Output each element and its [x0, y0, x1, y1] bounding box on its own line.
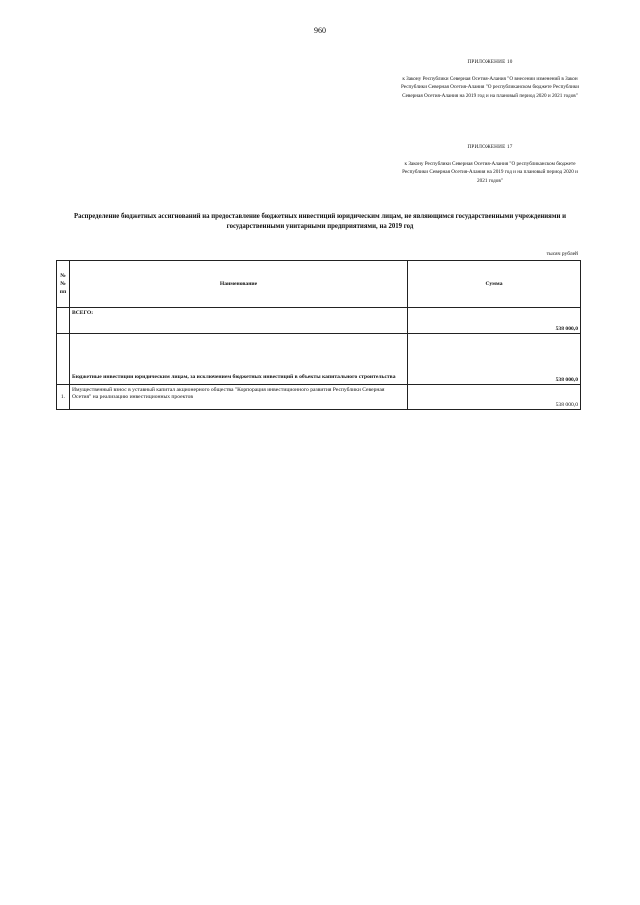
row-sum: 538 000,0 [408, 308, 581, 334]
table-row-item [57, 385, 581, 410]
appendix-17-block [400, 143, 580, 185]
page-number: 960 [314, 26, 326, 35]
row-name: Бюджетные инвестиции юридическим лицам, за исключением бюджетных инвестиций в объекты капитального строительства [70, 334, 408, 385]
header-name: Наименование [70, 261, 408, 308]
appendix-17-reference: к Закону Республики Северная Осетия-Алания "О республиканском бюджете Республики Северная Осетия-Алания на 2019 год и на плановый период 2020 и 2021 годов" [402, 161, 578, 184]
unit-label: тысяч рублей [546, 251, 578, 257]
allocation-table [56, 260, 581, 410]
row-name: ВСЕГО: [70, 308, 408, 334]
row-sum: 538 000,0 [408, 334, 581, 385]
table-row-subtotal [57, 334, 581, 385]
table-header-row [57, 261, 581, 308]
appendix-10-block [400, 58, 580, 100]
document-title: Распределение бюджетных ассигнований на предоставление бюджетных инвестиций юридическим лицам, не являющимся государственными учреждениями и государственными унитарными предприятиями, на 2019 год [73, 213, 567, 230]
appendix-10-title: ПРИЛОЖЕНИЕ 10 [467, 59, 513, 65]
table-row-total [57, 308, 581, 334]
row-sum: 538 000,0 [408, 385, 581, 410]
header-number: № № пп [57, 261, 70, 308]
row-number [57, 334, 70, 385]
appendix-17-title: ПРИЛОЖЕНИЕ 17 [467, 144, 513, 150]
header-sum: Сумма [408, 261, 581, 308]
appendix-10-reference: к Закону Республики Северная Осетия-Алания "О внесении изменений в Закон Республики Северная Осетия-Алания "О республиканском бюджете Республики Северная Осетия-Алания на 2019 год и на плановый период 2020 и 2021 годов" [400, 76, 580, 99]
row-number: 1. [57, 385, 70, 410]
row-number [57, 308, 70, 334]
row-name: Имущественный взнос в уставный капитал акционерного общества "Корпорация инвестиционного развития Республики Северная Осетия" на реализацию инвестиционных проектов [70, 385, 408, 410]
